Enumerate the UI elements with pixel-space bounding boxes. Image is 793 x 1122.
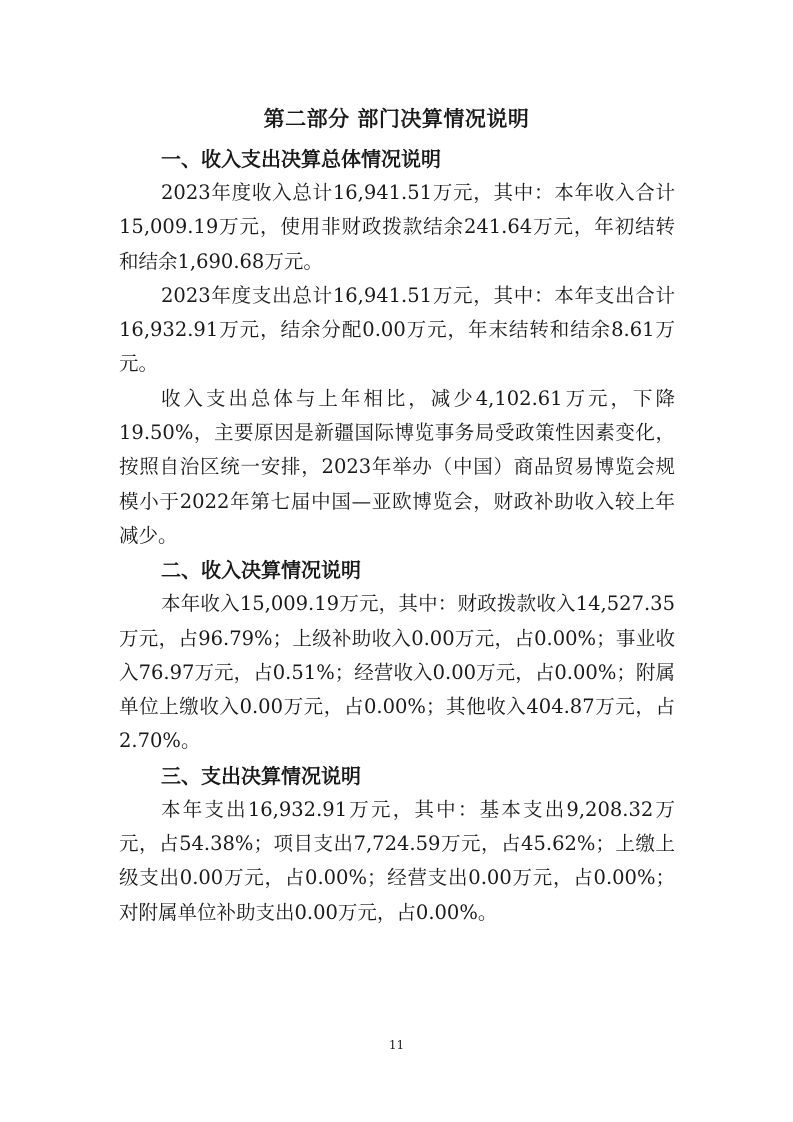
paragraph: 2023年度收入总计16,941.51万元，其中：本年收入合计15,009.19万元，使用非财政拨款结余241.64万元，年初结转和结余1,690.68万元。 [119,181,675,273]
page-title: 第二部分 部门决算情况说明 [263,107,530,131]
section-heading: 三、支出决算情况说明 [161,763,361,788]
paragraph: 2023年度支出总计16,941.51万元，其中：本年支出合计16,932.91万元，结余分配0.00万元，年末结转和结余8.61万元。 [119,283,675,376]
paragraph: 收入支出总体与上年相比，减少4,102.61万元，下降19.50%，主要原因是新疆国际博览事务局受政策性因素变化，按照自治区统一安排，2023年举办（中国）商品贸易博览会规模小于2022年第七届中国—亚欧博览会，财政补助收入较上年减少。 [119,386,675,547]
page-number: 11 [388,1038,405,1052]
section-overall [119,142,675,553]
section-heading: 二、收入决算情况说明 [161,558,361,583]
section-heading: 一、收入支出决算总体情况说明 [161,147,441,171]
section-income [119,553,675,758]
section-expenditure [119,759,675,930]
document-body [119,142,675,930]
paragraph: 本年支出16,932.91万元，其中：基本支出9,208.32万元，占54.38%；项目支出7,724.59万元，占45.62%；上缴上级支出0.00万元，占0.00%；经营支出0.00万元，占0.00%；对附属单位补助支出0.00万元，占0.00%。 [119,797,675,924]
paragraph: 本年收入15,009.19万元，其中：财政拨款收入14,527.35万元，占96.79%；上级补助收入0.00万元，占0.00%；事业收入76.97万元，占0.51%；经营收入0.00万元，占0.00%；附属单位上缴收入0.00万元，占0.00%；其他收入404.87万元，占2.70%。 [119,592,675,753]
